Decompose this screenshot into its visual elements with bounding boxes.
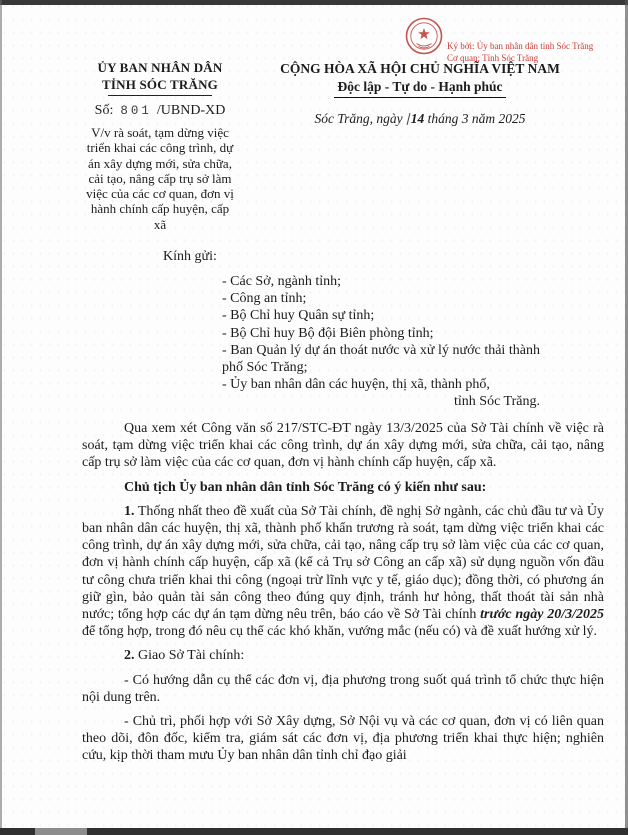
- scan-edge-bottom: [0, 828, 628, 835]
- issuing-authority-line2: TỈNH SÓC TRĂNG: [102, 76, 218, 92]
- place-date-line: [270, 111, 570, 127]
- item-1-deadline: trước ngày 20/3/2025: [480, 607, 604, 623]
- scan-edge-left: [0, 0, 2, 835]
- recipients-list: [222, 273, 540, 411]
- authority-underline: [108, 95, 212, 96]
- item-1-number: 1.: [124, 503, 135, 519]
- item-2-subitem-2: - Chủ trì, phối hợp với Sở Xây dựng, Sở Nội vụ và các cơ quan, đơn vị có liên quan theo dõi, đôn đốc, kiểm tra, giám sát các đơn vị, địa phương triển khai thực hiện; nghiên cứu, kịp thời tham mưu Ủy ban nhân dân tỉnh chỉ đạo giải: [82, 714, 604, 764]
- document-number-suffix: /UBND-XD: [156, 103, 226, 118]
- digital-signature-stamp: [405, 16, 594, 63]
- issuing-authority-line1: ỦY BAN NHÂN DÂN: [97, 60, 223, 75]
- national-emblem-icon: [405, 16, 443, 58]
- item-1-paragraph: [82, 503, 604, 641]
- item-2-heading: [82, 647, 604, 664]
- document-number-label: Số:: [94, 103, 114, 118]
- date-prefix: Sóc Trăng, ngày: [314, 111, 403, 126]
- recipient-line: - Các Sở, ngành tỉnh;: [222, 274, 341, 289]
- letter-body: [82, 420, 604, 772]
- recipient-line: - Công an tỉnh;: [222, 291, 307, 307]
- recipient-line: - Bộ Chỉ huy Bộ đội Biên phòng tỉnh;: [222, 325, 434, 341]
- scan-edge-bottom-light: [35, 828, 87, 835]
- date-tick-mark: [406, 113, 410, 125]
- item-1-text: Thống nhất theo đề xuất của Sở Tài chính, đề nghị Sở ngành, các chủ đầu tư và Ủy ban nhân dân các huyện, thị xã, thành phố khẩn trương rà soát, tạm dừng việc triển khai các công trình, dự án xây dựng mới, sửa chữa, cải tạo, nâng cấp trụ sở làm việc của các cơ quan, đơn vị hành chính cấp huyện, cấp xã (kể cả Trụ sở Công an cấp xã) sử dụng nguồn vốn đầu tư công chưa triển khai thi công (ngoại trừ lĩnh vực y tế, giáo dục); đồng thời, có phương án giữ gìn, bảo quản tài sản công theo đúng quy định, tránh hư hỏng, thất thoát tài sản nhà nước; tổng hợp các dự án tạm dừng nêu trên, báo cáo về Sở Tài chính: [82, 503, 604, 623]
- recipient-line: - Ủy ban nhân dân các huyện, thị xã, thành phố,: [222, 377, 490, 393]
- issuing-authority-block: [85, 60, 235, 232]
- document-number-line: [85, 103, 235, 119]
- signature-signer: Ký bởi: Ủy ban nhân dân tỉnh Sóc Trăng: [447, 41, 594, 51]
- item-1-text-end: để tổng hợp, trong đó nêu cụ thể các khó khăn, vướng mắc (nếu có) và đề xuất hướng xử lý.: [82, 624, 598, 640]
- national-title: CỘNG HÒA XÃ HỘI CHỦ NGHĨA VIỆT NAM: [280, 61, 560, 76]
- recipient-line-continuation: tỉnh Sóc Trăng.: [454, 394, 540, 410]
- national-header-block: [270, 60, 570, 127]
- scan-edge-top: [0, 0, 628, 5]
- date-day: 14: [410, 111, 425, 126]
- recipients-block: [163, 248, 545, 411]
- signature-agency: Cơ quan: Tỉnh Sóc Trăng: [447, 52, 539, 63]
- intro-paragraph: Qua xem xét Công văn số 217/STC-ĐT ngày 13/3/2025 của Sở Tài chính về việc rà soát, tạm dừng việc triển khai các công trình, dự án xây dựng mới, sửa chữa, cải tạo, nâng cấp trụ sở làm việc của các cơ quan, đơn vị hành chính cấp huyện, cấp xã.: [82, 421, 604, 471]
- recipient-line: - Bộ Chỉ huy Quân sự tỉnh;: [222, 308, 375, 324]
- item-2-subitem-1: - Có hướng dẫn cụ thể các đơn vị, địa phương trong suốt quá trình tổ chức thực hiện nội dung trên.: [82, 672, 604, 705]
- document-subject: V/v rà soát, tạm dừng việc triển khai các công trình, dự án xây dựng mới, sửa chữa, cải tạo, nâng cấp trụ sở làm việc của các cơ quan, đơn vị hành chính cấp huyện, cấp xã: [86, 125, 234, 232]
- item-2-heading-text: Giao Sở Tài chính:: [134, 648, 245, 664]
- statement-heading: Chủ tịch Ủy ban nhân dân tỉnh Sóc Trăng có ý kiến như sau:: [124, 479, 487, 495]
- national-motto: Độc lập - Tự do - Hạnh phúc: [334, 79, 505, 98]
- item-2-number: 2.: [124, 648, 135, 664]
- recipient-line: - Ban Quản lý dự án thoát nước và xử lý nước thải thành phố Sóc Trăng;: [222, 342, 540, 376]
- date-suffix: tháng 3 năm 2025: [427, 111, 526, 126]
- document-number-value: 801: [120, 104, 152, 118]
- recipients-label: Kính gửi:: [163, 249, 217, 264]
